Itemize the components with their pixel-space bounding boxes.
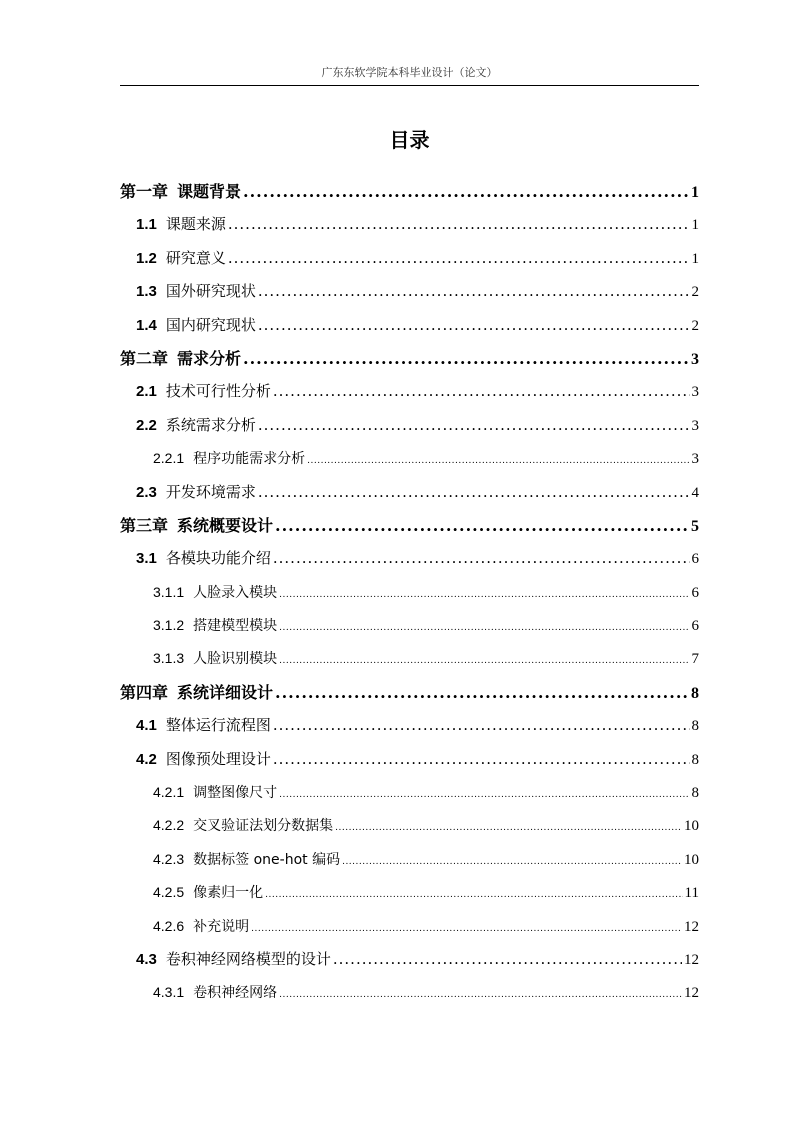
toc-section-entry[interactable] xyxy=(120,309,699,342)
toc-entry-number: 4.2.6 xyxy=(153,917,185,934)
toc-leader-dots xyxy=(333,943,682,976)
toc-entry-title: 搭建模型模块 xyxy=(193,618,278,635)
toc-entry-number: 4.2.5 xyxy=(153,884,185,901)
toc-leader-dots xyxy=(279,643,689,678)
toc-page-number: 12 xyxy=(684,951,699,968)
toc-entry-number: 1.4 xyxy=(136,316,157,334)
toc-section-entry[interactable] xyxy=(120,943,699,976)
toc-subsection-entry[interactable] xyxy=(120,910,699,943)
toc-entry-title: 交叉验证法划分数据集 xyxy=(193,818,334,835)
toc-leader-dots xyxy=(243,342,689,375)
toc-entry-number: 4.2.3 xyxy=(153,850,185,867)
toc-leader-dots xyxy=(342,844,682,879)
toc-subsection-entry[interactable] xyxy=(120,442,699,475)
toc-subsection-entry[interactable] xyxy=(120,576,699,609)
toc-chapter-entry[interactable] xyxy=(120,676,699,709)
toc-page-number: 11 xyxy=(684,885,699,902)
toc-leader-dots xyxy=(279,977,682,1012)
toc-entry-title: 开发环境需求 xyxy=(165,482,256,501)
toc-entry-title: 系统详细设计 xyxy=(177,682,274,702)
toc-entry-title: 程序功能需求分析 xyxy=(193,451,306,468)
toc-entry-number: 2.2 xyxy=(136,416,157,434)
toc-leader-dots xyxy=(273,375,690,408)
toc-entry-title: 数据标签 one-hot 编码 xyxy=(193,851,341,868)
toc-page-number: 3 xyxy=(691,417,699,434)
toc-entry-title: 国内研究现状 xyxy=(165,315,256,334)
toc-entry-number: 4.2.2 xyxy=(153,817,185,834)
toc-entry-number: 4.3 xyxy=(136,950,157,968)
toc-subsection-entry[interactable] xyxy=(120,876,699,909)
toc-entry-number: 4.2 xyxy=(136,750,157,768)
toc-entry-title: 研究意义 xyxy=(165,248,226,267)
toc-leader-dots xyxy=(258,476,690,509)
toc-page-number: 2 xyxy=(691,317,699,334)
toc-leader-dots xyxy=(335,810,682,845)
toc-entry-title: 需求分析 xyxy=(177,348,242,368)
toc-entry-number: 4.3.1 xyxy=(153,984,185,1001)
toc-page-number: 1 xyxy=(691,217,699,234)
toc-entry-title: 调整图像尺寸 xyxy=(193,785,278,802)
table-of-contents xyxy=(120,175,699,1010)
toc-entry-title: 各模块功能介绍 xyxy=(165,549,271,568)
toc-leader-dots xyxy=(258,275,690,308)
toc-leader-dots xyxy=(251,911,682,946)
toc-leader-dots xyxy=(265,877,682,912)
toc-subsection-entry[interactable] xyxy=(120,809,699,842)
toc-page-number: 6 xyxy=(691,618,699,635)
toc-page-number: 10 xyxy=(684,851,699,868)
toc-entry-number: 2.2.1 xyxy=(153,450,185,467)
toc-entry-title: 卷积神经网络模型的设计 xyxy=(165,949,331,968)
toc-leader-dots xyxy=(275,676,689,709)
toc-entry-title: 系统概要设计 xyxy=(177,515,274,535)
toc-page-number: 3 xyxy=(691,451,699,468)
toc-entry-title: 课题来源 xyxy=(165,215,226,234)
toc-entry-title: 国外研究现状 xyxy=(165,282,256,301)
toc-entry-number: 3.1.3 xyxy=(153,650,185,667)
toc-leader-dots xyxy=(243,175,689,208)
toc-leader-dots xyxy=(307,443,689,478)
toc-leader-dots xyxy=(228,242,690,275)
toc-page-number: 12 xyxy=(684,918,699,935)
toc-section-entry[interactable] xyxy=(120,208,699,241)
toc-page-number: 1 xyxy=(691,184,699,201)
toc-leader-dots xyxy=(275,509,689,542)
toc-entry-title: 像素归一化 xyxy=(193,885,264,902)
toc-page-number: 3 xyxy=(691,350,699,368)
toc-entry-title: 卷积神经网络 xyxy=(193,985,278,1002)
toc-leader-dots xyxy=(258,309,690,342)
toc-section-entry[interactable] xyxy=(120,242,699,275)
toc-entry-number: 1.3 xyxy=(136,283,157,301)
toc-page-number: 12 xyxy=(684,985,699,1002)
toc-leader-dots xyxy=(258,409,690,442)
toc-page-number: 8 xyxy=(691,751,699,768)
toc-page-number: 3 xyxy=(691,384,699,401)
toc-entry-number: 3.1.2 xyxy=(153,617,185,634)
toc-leader-dots xyxy=(279,610,689,645)
toc-page-number: 1 xyxy=(691,250,699,267)
toc-section-entry[interactable] xyxy=(120,743,699,776)
toc-entry-number: 1.1 xyxy=(136,216,157,234)
header-divider xyxy=(120,85,699,86)
toc-page-number: 8 xyxy=(691,684,699,702)
toc-entry-title: 补充说明 xyxy=(193,918,250,935)
toc-section-entry[interactable] xyxy=(120,542,699,575)
toc-leader-dots xyxy=(273,542,690,575)
toc-entry-number: 3.1.1 xyxy=(153,583,185,600)
page-header: 广东东软学院本科毕业设计（论文） xyxy=(321,66,498,79)
toc-leader-dots xyxy=(279,577,689,612)
toc-entry-number: 2.1 xyxy=(136,383,157,401)
toc-page-number: 7 xyxy=(691,651,699,668)
toc-entry-title: 整体运行流程图 xyxy=(165,716,271,735)
toc-leader-dots xyxy=(228,208,690,241)
toc-page-number: 8 xyxy=(691,718,699,735)
toc-page-number: 2 xyxy=(691,284,699,301)
toc-entry-number: 2.3 xyxy=(136,483,157,501)
toc-entry-number: 第二章 xyxy=(120,350,169,368)
toc-section-entry[interactable] xyxy=(120,476,699,509)
toc-entry-number: 第四章 xyxy=(120,684,169,702)
toc-section-entry[interactable] xyxy=(120,275,699,308)
toc-entry-number: 4.2.1 xyxy=(153,784,185,801)
toc-entry-title: 人脸识别模块 xyxy=(193,651,278,668)
toc-subsection-entry[interactable] xyxy=(120,776,699,809)
toc-entry-number: 1.2 xyxy=(136,249,157,267)
toc-subsection-entry[interactable] xyxy=(120,843,699,876)
toc-section-entry[interactable] xyxy=(120,375,699,408)
toc-leader-dots xyxy=(273,709,690,742)
toc-entry-number: 第三章 xyxy=(120,517,169,535)
toc-page-number: 4 xyxy=(691,484,699,501)
toc-subsection-entry[interactable] xyxy=(120,609,699,642)
toc-entry-title: 课题背景 xyxy=(177,182,242,201)
toc-subsection-entry[interactable] xyxy=(120,642,699,675)
toc-subsection-entry[interactable] xyxy=(120,976,699,1009)
toc-entry-number: 4.1 xyxy=(136,717,157,735)
toc-entry-title: 图像预处理设计 xyxy=(165,749,271,768)
toc-entry-title: 系统需求分析 xyxy=(165,415,256,434)
toc-page-number: 8 xyxy=(691,785,699,802)
toc-chapter-entry[interactable] xyxy=(120,175,699,208)
toc-entry-title: 技术可行性分析 xyxy=(165,382,271,401)
toc-leader-dots xyxy=(279,777,689,812)
page-title: 目录 xyxy=(389,128,430,152)
toc-section-entry[interactable] xyxy=(120,709,699,742)
toc-entry-title: 人脸录入模块 xyxy=(193,584,278,601)
toc-leader-dots xyxy=(273,743,690,776)
toc-entry-number: 第一章 xyxy=(120,184,169,201)
toc-chapter-entry[interactable] xyxy=(120,509,699,542)
toc-page-number: 6 xyxy=(691,551,699,568)
toc-section-entry[interactable] xyxy=(120,409,699,442)
toc-page-number: 6 xyxy=(691,584,699,601)
toc-entry-number: 3.1 xyxy=(136,550,157,568)
toc-chapter-entry[interactable] xyxy=(120,342,699,375)
toc-page-number: 10 xyxy=(684,818,699,835)
toc-page-number: 5 xyxy=(691,517,699,535)
